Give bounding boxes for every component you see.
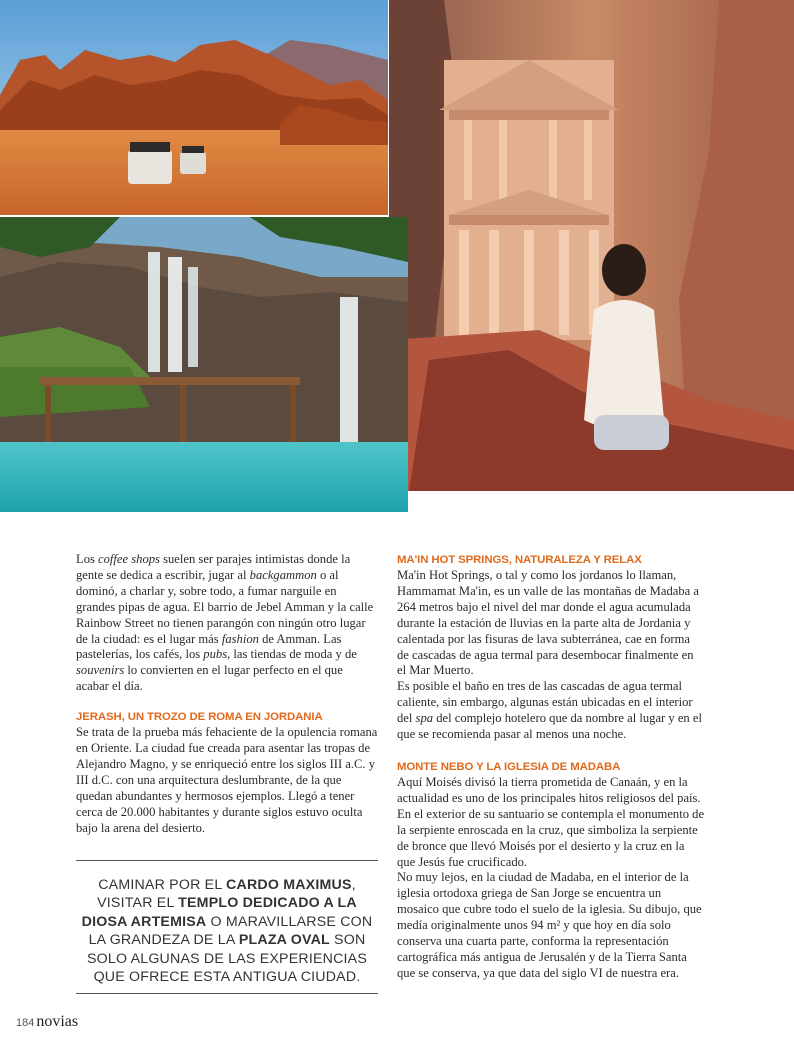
folio <box>16 1013 78 1031</box>
pullquote: CAMINAR POR EL CARDO MAXIMUS, VISITAR EL TEMPLO DEDICADO A LA DIOSA ARTEMISA O MARAVILLARSE CON LA GRANDEZA DE LA PLAZA OVAL SON SOLO ALGUNAS DE LAS EXPERIENCIAS QUE OFRECE ESTA ANTIGUA CIUDAD. <box>81 877 373 986</box>
jerash-paragraph: Se trata de la prueba más fehaciente de la opulencia romana en Oriente. La ciudad fue creada para asentar las tropas de Alejandro Magno, y se enriqueció entre los siglos III a.C. y III d.C. con una arquitectura deslumbrante, de la que quedan abundantes y hermosos ejemplos. Llegó a tener cerca de 20.000 habitantes y durante siglos estuvo oculta bajo la arena del desierto. <box>76 725 378 835</box>
page-number: 184 <box>16 1017 35 1029</box>
left-column <box>76 552 378 837</box>
nebo-paragraph-2: No muy lejos, en la ciudad de Madaba, en el interior de la iglesia ortodoxa griega de San Jorge se encuentra un mosaico que cubre todo el suelo de la iglesia. Su dibujo, que medía originalmente unos 94 m² y que hoy en día solo conserva una cuarta parte, conforma la representación cartográfica más antigua de Jerusalén y de la Tierra Santa que se conserva, ya que data del siglo VI de nuestra era. <box>397 870 702 980</box>
pullquote-bottom-rule <box>76 993 378 994</box>
petra-photo <box>389 0 794 491</box>
main-paragraph-1: Ma'in Hot Springs, o tal y como los jordanos lo llaman, Hammamat Ma'in, es un valle de las montañas de Madaba a 264 metros bajo el nivel del mar donde el agua acumulada durante la estación de lluvias en la parte alta de Jordania y calentada por las fisuras de lava subterránea, cae en forma de cascadas de agua termal para desembocar finalmente en el Mar Muerto. <box>397 568 699 678</box>
monte-nebo-heading: MONTE NEBO Y LA IGLESIA DE MADABA <box>397 760 621 773</box>
main-hot-springs-heading: MA'IN HOT SPRINGS, NATURALEZA Y RELAX <box>397 554 642 566</box>
intro-paragraph: Los coffee shops suelen ser parajes intimistas donde la gente se dedica a escribir, jugar al backgammon o al dominó, a charlar y, sobre todo, a fumar narguile en grandes pipas de agua. El barrio de Jebel Amman y la calle Rainbow Street no tienen parangón con ningún otro lugar de la ciudad: es el lugar más fashion de Amman. Las pastelerías, los cafés, los pubs, las tiendas de moda y de souvenirs lo convierten en el lugar perfecto en el que acabar el día. <box>76 552 374 694</box>
desert-photo <box>0 0 388 215</box>
main-paragraph-2: Es posible el baño en tres de las cascadas de agua termal caliente, sin embargo, algunas están ubicadas en el interior del spa del complejo hotelero que da nombre al lugar y en el que se recomienda pasar al menos una noche. <box>397 679 702 742</box>
jerash-heading: JERASH, UN TROZO DE ROMA EN JORDANIA <box>76 711 323 724</box>
pullquote-top-rule <box>76 860 378 861</box>
springs-photo <box>0 217 408 512</box>
right-column <box>397 553 705 982</box>
magazine-name: novias <box>36 1013 79 1030</box>
nebo-paragraph-1: Aquí Moisés divisó la tierra prometida de Canaán, y en la actualidad es uno de los principales hitos religiosos del país. En el exterior de su santuario se contempla el monumento de la serpiente enroscada en la cruz, que simboliza la serpiente de bronce que llevó Moisés por el desierto y la cruz en la que Jesús fue crucificado. <box>397 774 705 869</box>
